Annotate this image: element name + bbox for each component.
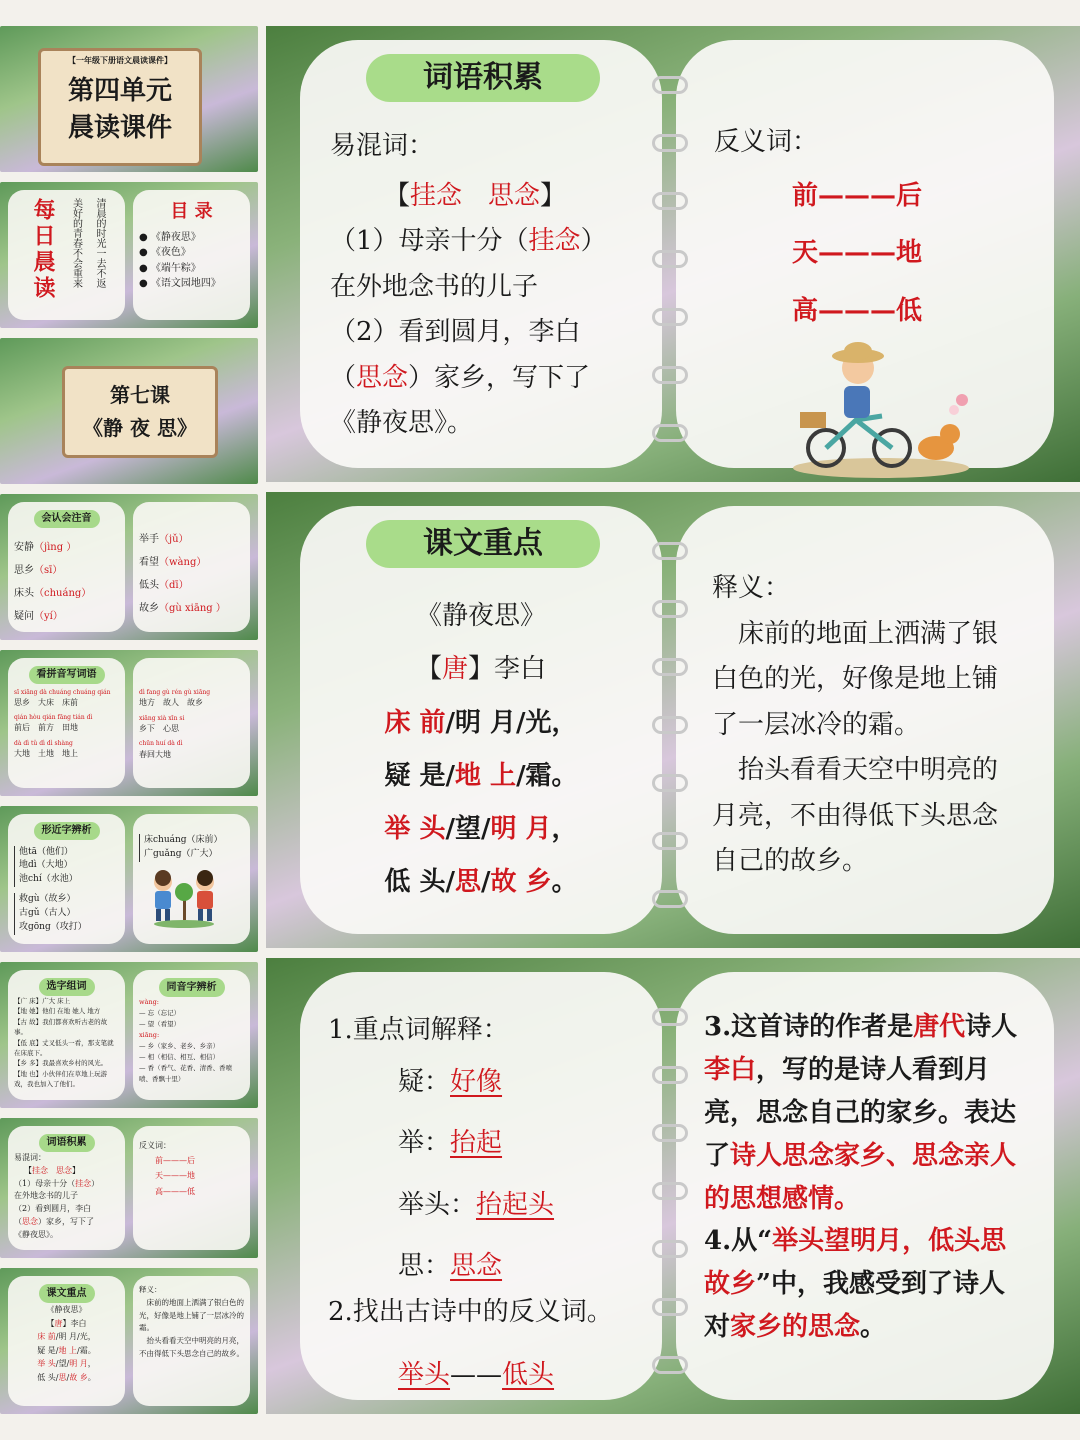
cover-title-2: 晨读课件 <box>67 113 172 143</box>
sentence-2-end: 《静夜思》。 <box>330 408 474 438</box>
key-mini-title: 课文重点 <box>39 1284 95 1303</box>
definition-item: 举头：抬起头 <box>398 1189 555 1220</box>
slide1-left-page <box>300 40 662 468</box>
thumb-select-words[interactable] <box>0 962 258 1108</box>
mini-poem-line: 疑 是/地 上/霜。 <box>37 1345 96 1355</box>
toc-item[interactable]: ● 《语文园地四》 <box>139 278 221 290</box>
poem-block <box>320 590 642 910</box>
similar-title: 形近字辨析 <box>34 822 100 840</box>
similar-right-page <box>133 814 250 944</box>
slide2-left-page <box>300 506 662 934</box>
pinyin-title: 会认会注音 <box>34 510 100 528</box>
antonym-item: 高———低 <box>792 295 923 326</box>
lesson-number: 第七课 <box>110 383 170 407</box>
similar-left-page <box>8 814 125 944</box>
similar-group: 床chuáng（床前） 广guǎng（广大） <box>139 834 244 862</box>
thumb-key-points[interactable] <box>0 1268 258 1414</box>
slide2-binder-rings <box>652 542 688 908</box>
pinyin-entry: 安静（jìng ） 思乡（sī） 床头（chuáng） 疑问（yí） <box>14 541 92 622</box>
write-row: sī xiāng dà chuáng chuáng qián 思乡 大床 床前 qián hòu qián fāng tián dì 前后 前方 田地 dà dì tǔ dì dì shàng 大地 土地 地上 <box>14 688 111 759</box>
sentence-1: （1）母亲十分（挂念） <box>330 226 607 256</box>
homophone-title: 同音字辨析 <box>159 978 225 997</box>
definition-item: 举：抬起 <box>398 1128 503 1158</box>
write-row: dì fang gù rén gù xiāng 地方 故人 故乡 xiāng xià xīn si 乡下 心思 chūn huí dà dì 春回大地 <box>139 689 211 759</box>
sentence-2: （2）看到圆月，李白 <box>330 317 581 347</box>
toc-item[interactable]: ● 《端午粽》 <box>139 262 201 274</box>
confusable-pair: 【挂念 思念】 <box>384 180 567 211</box>
select-title: 选字组词 <box>39 978 95 996</box>
thumb-pinyin[interactable] <box>0 494 258 640</box>
mini-poem-line: 举 头/望/明 月， <box>37 1359 96 1369</box>
definition-item: 思：思念 <box>398 1251 503 1281</box>
slide-vocabulary <box>266 26 1080 482</box>
poem-line: 低 头/思/故 乡。 <box>384 867 578 898</box>
meaning-block <box>712 566 1020 885</box>
poem-title: 《静夜思》 <box>415 601 546 631</box>
meaning-paragraph-1: 床前的地面上洒满了银白色的光，好像是地上铺了一层冰冷的霜。 <box>712 618 999 740</box>
select-right-page: 同音字辨析 wàng: — 忘（忘记） — 望（看望） xiāng: — 乡（家乡、老乡、乡亲） — 相（相信、相互、相信） — 香（香气、花香、清香、香喷喷、香飘十里） <box>133 970 250 1100</box>
exercise-block <box>328 1008 648 1399</box>
vocab-mini-right: 反义词： 前———后 天———地 高———低 <box>133 1126 250 1250</box>
toc-left-page <box>8 190 125 320</box>
cover-title-1: 第四单元 <box>67 76 172 106</box>
toc-item[interactable]: ● 《静夜思》 <box>139 231 201 243</box>
slide-key-points <box>266 492 1080 948</box>
meaning-paragraph-2: 抬头看看天空中明亮的月亮，不由得低下头思念自己的故乡。 <box>712 755 999 876</box>
write-left-page <box>8 658 125 788</box>
thumb-write-words[interactable] <box>0 650 258 796</box>
poem-line: 疑 是/地 上/霜。 <box>384 760 578 791</box>
mini-poem-line: 低 头/思/故 乡。 <box>37 1372 96 1382</box>
slide1-right-page <box>676 40 1054 468</box>
toc-motto-2: 清晨的时光一去不返 <box>94 198 106 288</box>
analysis-block <box>704 1006 1028 1349</box>
thumb-lesson[interactable] <box>0 338 258 484</box>
antonym-item: 天———地 <box>792 238 923 268</box>
slide1-heading: 词语积累 <box>366 54 600 102</box>
question-1: 1.重点词解释： <box>328 1015 509 1045</box>
key-mini-left: 课文重点 《静夜思》 【唐】李白 床 前/明 月/光， 疑 是/地 上/霜。 举 头/望/明 月， 低 头/思/故 乡。 <box>8 1276 125 1406</box>
vocab-mini-title: 词语积累 <box>39 1134 95 1152</box>
antonym-answer: 举头——低头 <box>398 1360 555 1390</box>
sentence-1-cont: 在外地念书的儿子 <box>330 271 539 302</box>
toc-title: 目 录 <box>170 201 213 222</box>
meaning-label: 释义： <box>712 573 791 603</box>
slide3-right-page <box>676 972 1054 1400</box>
slide-exercises <box>266 958 1080 1414</box>
answer-3: 3.这首诗的作者是唐代诗人李白，写的是诗人看到月亮，思念自己的家乡。表达了诗人思念家乡、思念亲人的思想感情。 <box>704 1012 1018 1214</box>
cover-scroll <box>38 48 202 166</box>
boy-bicycle-illustration <box>786 340 976 480</box>
confusable-label: 易混词： <box>330 131 435 161</box>
antonym-label: 反义词： <box>714 127 819 157</box>
question-2: 2.找出古诗中的反义词。 <box>328 1296 613 1327</box>
cover-subtitle: 【一年级下册语文晨读课件】 <box>68 55 172 65</box>
toc-item[interactable]: ● 《夜色》 <box>139 247 191 259</box>
select-left-page: 选字组词 【广 床】广大 床上 【地 她】他们 在地 她人 地方 【古 故】我们都喜欢听古老的故事。 【低 底】丈叉低头一看，那支笔就在床底下。 【乡 多】我最喜欢乡村的风光。 【地 也】小伙伴们在草地上玩游戏，我也加入了他们。 <box>8 970 125 1100</box>
antonym-item: 前———后 <box>792 180 923 211</box>
slide1-left-text <box>330 124 650 447</box>
thumb-cover[interactable] <box>0 26 258 172</box>
pinyin-entry: 举手（jǔ） 看望（wàng） 低头（dī） 故乡（gù xiāng ） <box>139 534 226 614</box>
sentence-2-cont: （思念）家乡，写下了 <box>330 362 591 393</box>
answer-4: 4.从“举头望明月，低头思故乡”中，我感受到了诗人对家乡的思念。 <box>704 1226 1007 1343</box>
pinyin-right-page <box>133 502 250 632</box>
poem-author: 【唐】李白 <box>415 654 547 685</box>
write-title: 看拼音写词语 <box>29 666 105 684</box>
kids-planting-illustration <box>139 866 229 928</box>
key-mini-right: 释义： 床前的地面上洒满了银白色的光，好像是地上铺了一层冰冷的霜。 抬头看看天空中明亮的月亮，不由得低下头思念自己的故乡。 <box>133 1276 250 1406</box>
thumb-toc[interactable] <box>0 182 258 328</box>
lesson-title: 《静 夜 思》 <box>83 416 197 440</box>
similar-group: 救gù（故乡） 古gǔ（古人） 攻gōng（攻打） <box>14 893 119 935</box>
slide1-binder-rings <box>652 76 688 442</box>
definition-item: 疑：好像 <box>398 1066 503 1097</box>
pinyin-left-page <box>8 502 125 632</box>
lesson-scroll <box>62 366 218 458</box>
toc-daily-reading: 每日晨读 <box>30 198 57 302</box>
toc-right-page <box>133 190 250 320</box>
thumb-similar-chars[interactable] <box>0 806 258 952</box>
slide3-binder-rings <box>652 1008 688 1374</box>
write-right-page <box>133 658 250 788</box>
poem-line: 举 头/望/明 月， <box>384 814 578 845</box>
slide3-left-page <box>300 972 662 1400</box>
slide2-heading: 课文重点 <box>366 520 600 568</box>
mini-poem-line: 床 前/明 月/光， <box>37 1332 96 1342</box>
similar-group: 他tā（他们） 地dì（大地） 池chí（水池） <box>14 846 119 888</box>
toc-motto-1: 美好的青春不会重来 <box>70 198 82 288</box>
poem-line: 床 前/明 月/光， <box>384 707 578 738</box>
slide2-right-page <box>676 506 1054 934</box>
thumb-vocab[interactable] <box>0 1118 258 1258</box>
antonyms-block <box>714 120 922 334</box>
vocab-mini-left: 词语积累 易混词： 【挂念 思念】 （1）母亲十分（挂念） 在外地念书的儿子 （2）看到圆月，李白 （思念）家乡，写下了 《静夜思》。 <box>8 1126 125 1250</box>
